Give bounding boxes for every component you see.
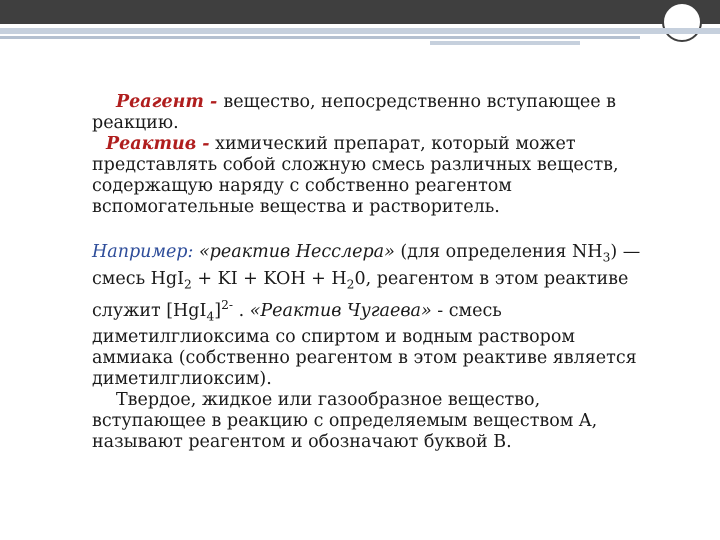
nessler-reagent: «реактив Несслера» xyxy=(193,242,395,262)
reagent-notation-paragraph: Твердое, жидкое или газообразное вещество, вступающее в реакцию с определяемым веществом A, называют реагентом и обозначают буквой B. xyxy=(92,390,598,453)
slide-body xyxy=(92,92,652,453)
definition-reagent-text: вещество, непосредственно вступающее в реакцию. xyxy=(92,92,617,133)
example-label: Например: xyxy=(92,242,194,262)
term-reagent: Реагент xyxy=(116,92,204,112)
example-paragraph: Например: «реактив Несслера» (для определения $NH_3$) — смесь HgI$_2$ + KI + KOH + $H_20$, реагентом в этом реактиве служит $[HgI_4]^{2-}$ . «Реактив Чугаева» - смесь диметилглиоксима со спиртом и водным раствором аммиака (собственно реагентом в этом реактиве является диметилглиоксим). xyxy=(92,242,641,390)
decorative-stripe xyxy=(0,28,720,34)
definition-reactive-text: химический препарат, который может представлять собой сложную смесь различных веществ, содержащую наряду с собственно реагентом вспомогательные вещества и растворитель. xyxy=(92,134,619,217)
decorative-circle xyxy=(662,2,702,42)
term-reactive: Реактив - xyxy=(106,134,210,154)
definition-reactive xyxy=(92,134,652,218)
decorative-stripe-short xyxy=(430,41,580,45)
title-bar xyxy=(0,0,720,24)
definition-reagent: Реагент - вещество, непосредственно вступающее в реакцию. xyxy=(92,92,617,133)
chugaev-reagent: «Реактив Чугаева» xyxy=(249,300,432,321)
decorative-stripe-thin xyxy=(0,36,640,39)
